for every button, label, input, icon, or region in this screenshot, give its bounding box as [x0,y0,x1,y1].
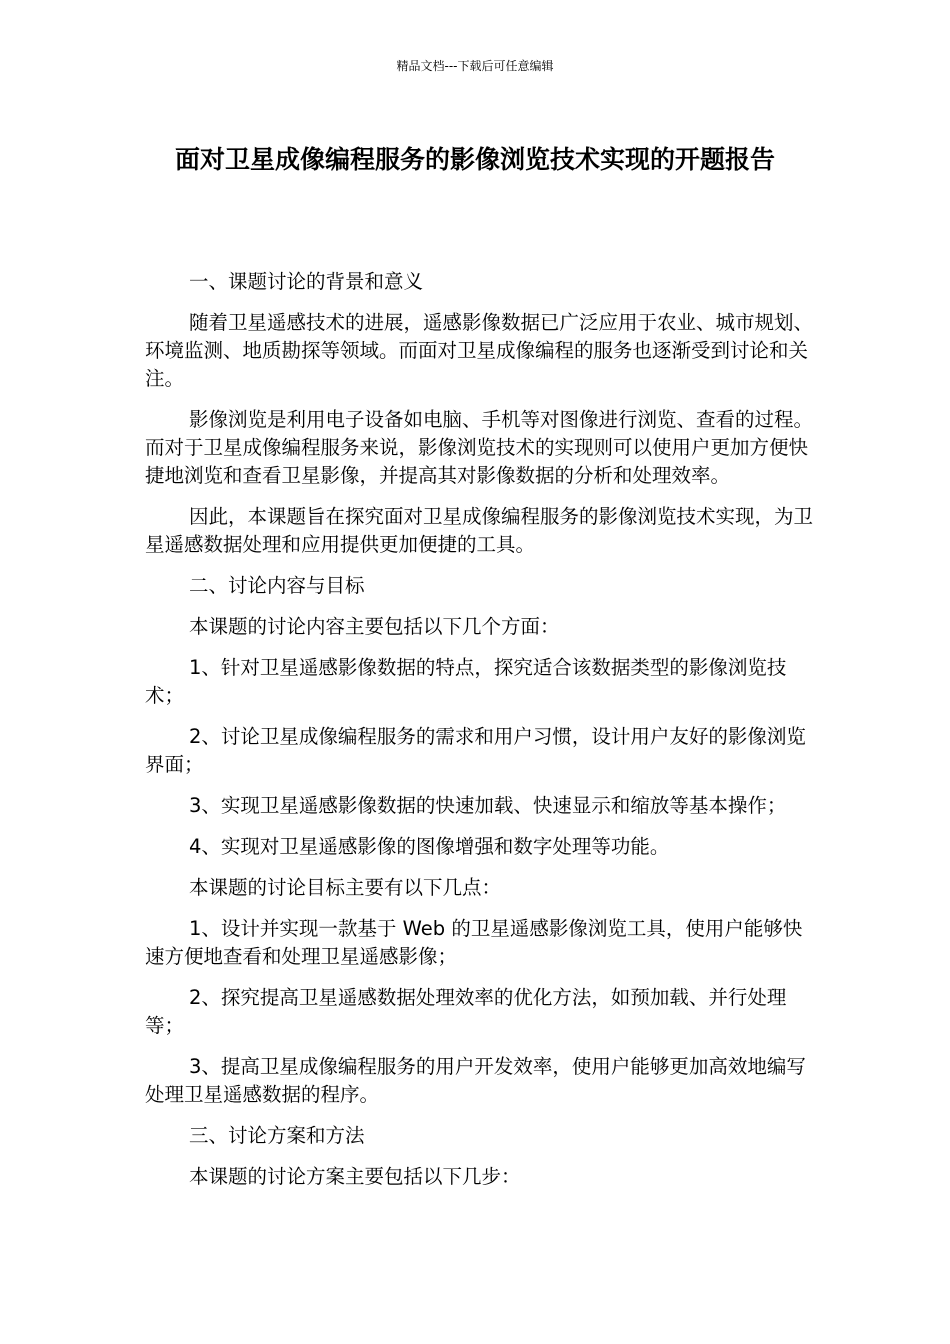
paragraph-content-intro: 本课题的讨论内容主要包括以下几个方面： [189,615,560,638]
list-item-goal-2: 2、探究提高卫星遥感数据处理效率的优化方法，如预加载、并行处理等； [145,986,787,1037]
document-title: 面对卫星成像编程服务的影像浏览技术实现的开题报告 [174,145,775,174]
section-heading-background: 一、课题讨论的背景和意义 [189,270,424,293]
list-item-content-2: 2、讨论卫星成像编程服务的需求和用户习惯，设计用户友好的影像浏览界面； [145,725,806,776]
list-item-goal-3: 3、提高卫星成像编程服务的用户开发效率，使用户能够更加高效地编写处理卫星遥感数据的程序。 [145,1055,806,1106]
list-item-content-1: 1、针对卫星遥感影像数据的特点，探究适合该数据类型的影像浏览技术； [145,656,787,707]
document-body [145,268,815,1204]
paragraph-goals-intro: 本课题的讨论目标主要有以下几点： [189,876,502,899]
section-heading-content-goals: 二、讨论内容与目标 [189,574,365,597]
page-header-watermark: 精品文档---下载后可任意编辑 [396,59,554,73]
section-heading-plan-methods: 三、讨论方案和方法 [189,1124,365,1147]
paragraph-background-1: 随着卫星遥感技术的进展，遥感影像数据已广泛应用于农业、城市规划、环境监测、地质勘探等领域。而面对卫星成像编程的服务也逐渐受到讨论和关注。 [145,311,814,390]
paragraph-plan-intro: 本课题的讨论方案主要包括以下几步： [189,1165,521,1188]
list-item-content-3: 3、实现卫星遥感影像数据的快速加载、快速显示和缩放等基本操作； [189,794,787,817]
paragraph-background-3: 因此，本课题旨在探究面对卫星成像编程服务的影像浏览技术实现，为卫星遥感数据处理和应用提供更加便捷的工具。 [145,505,814,556]
paragraph-background-2: 影像浏览是利用电子设备如电脑、手机等对图像进行浏览、查看的过程。而对于卫星成像编程服务来说，影像浏览技术的实现则可以使用户更加方便快捷地浏览和查看卫星影像，并提高其对影像数据的分析和处理效率。 [145,408,814,487]
list-item-goal-1: 1、设计并实现一款基于 Web 的卫星遥感影像浏览工具，使用户能够快速方便地查看和处理卫星遥感影像； [145,917,803,968]
list-item-content-4: 4、实现对卫星遥感影像的图像增强和数字处理等功能。 [189,835,670,858]
